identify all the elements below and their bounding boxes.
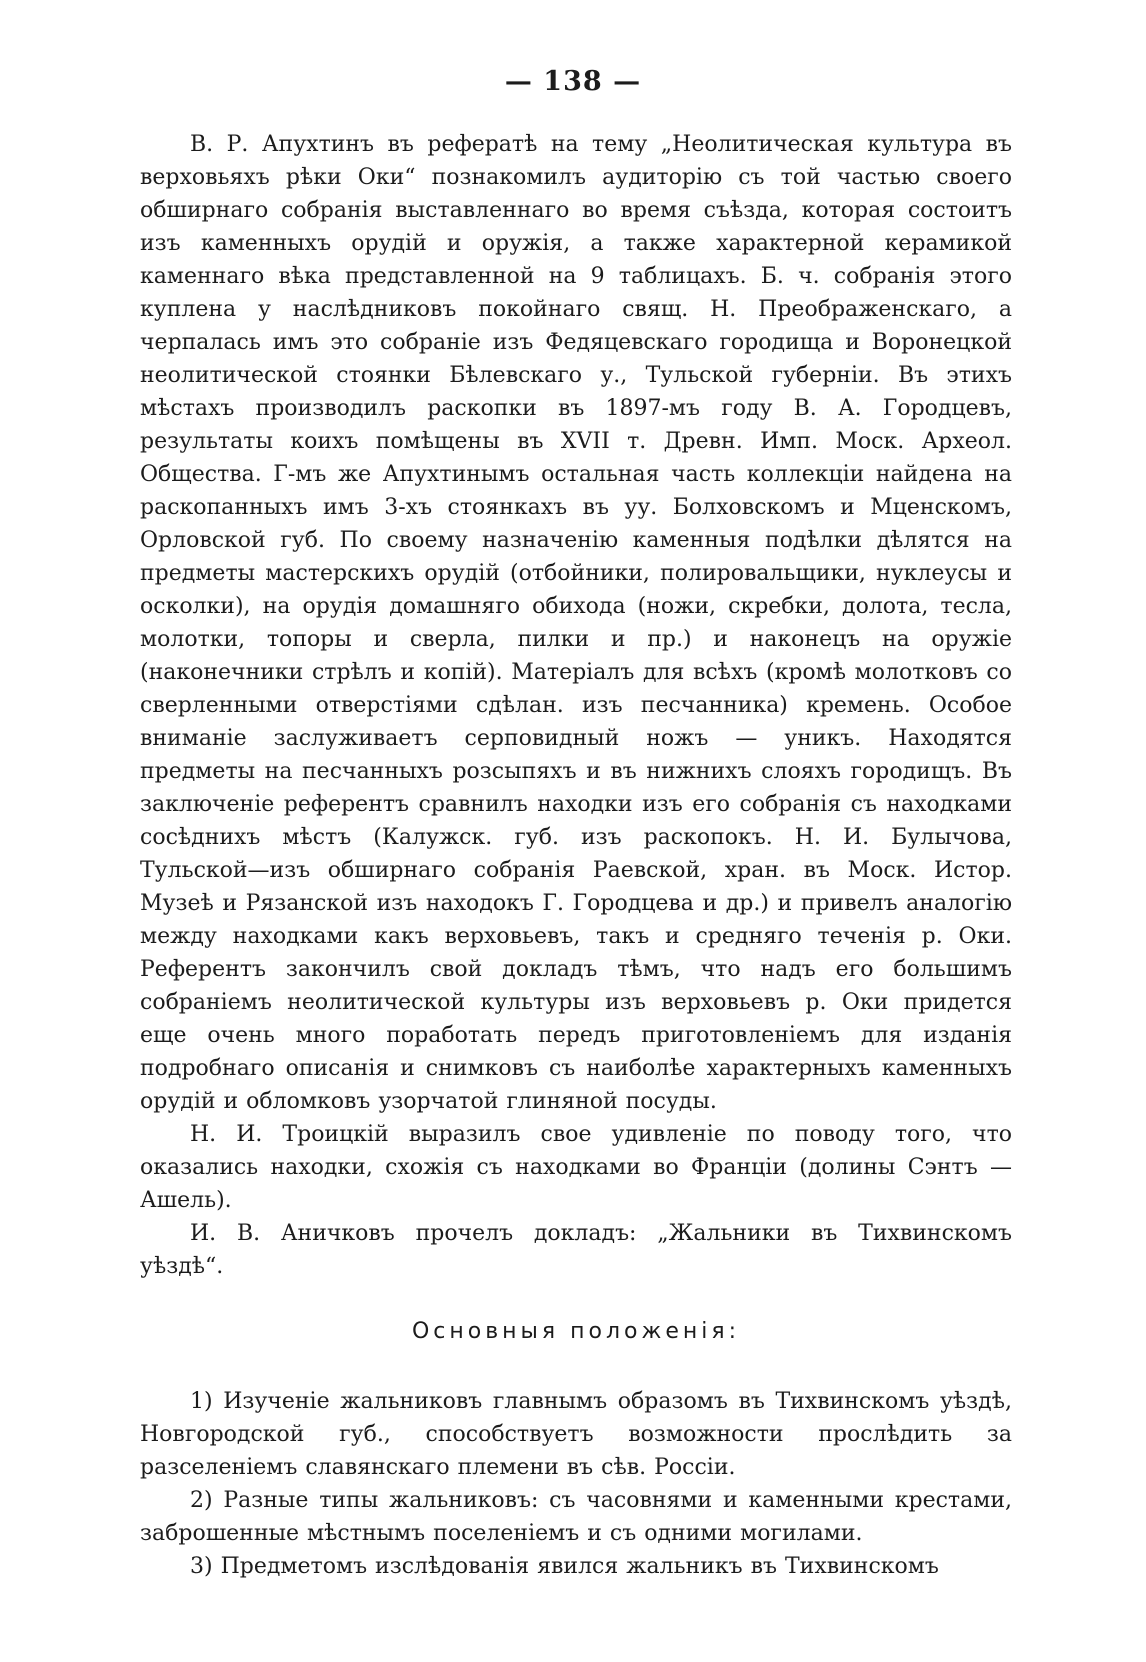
section-heading: Основныя положенія: bbox=[411, 1319, 741, 1344]
paragraph-troitsky-remark: Н. И. Троицкій выразилъ свое удивленіе по поводу того, что оказались находки, схожія съ находками во Франціи (долины Сэнтъ —Ашель). bbox=[140, 1122, 1012, 1213]
list-item: 2) Разные типы жальниковъ: съ часовнями и каменными крестами, заброшенные мѣстнымъ поселеніемъ и съ одними могилами. bbox=[140, 1488, 1012, 1546]
paragraph-anichkov-report: И. В. Аничковъ прочелъ докладъ: „Жальники въ Тихвинскомъ уѣздѣ“. bbox=[140, 1221, 1012, 1279]
paragraph-apukhtin-report: В. Р. Апухтинъ въ рефератѣ на тему „Неолитическая культура въ верховьяхъ рѣки Оки“ познакомилъ аудиторію съ той частью своего обширнаго собранія выставленнаго во время съѣзда, которая состоитъ изъ каменныхъ орудій и оружія, а также характерной керамикой каменнаго вѣка представленной на 9 таблицахъ. Б. ч. собранія этого куплена у наслѣдниковъ покойнаго свящ. Н. Преображенскаго, а черпалась имъ это собраніе изъ Федяцевскаго городища и Воронецкой неолитической стоянки Бѣлевскаго у., Тульской губерніи. Въ этихъ мѣстахъ производилъ раскопки въ 1897-мъ году В. А. Городцевъ, результаты коихъ помѣщены въ XVII т. Древн. Имп. Моск. Археол. Общества. Г-мъ же Апухтинымъ остальная часть коллекціи найдена на раскопанныхъ имъ 3-хъ стоянкахъ въ уу. Болховскомъ и Мценскомъ, Орловской губ. По своему назначенію каменныя подѣлки дѣлятся на предметы мастерскихъ орудій (отбойники, полировальщики, нуклеусы и осколки), на орудія домашняго обихода (ножи, скребки, долота, тесла, молотки, топоры и сверла, пилки и пр.) и наконецъ на оружіе (наконечники стрѣлъ и копій). Матеріалъ для всѣхъ (кромѣ молотковъ со сверленными отверстіями сдѣлан. изъ песчанника) кремень. Особое вниманіе заслуживаетъ серповидный ножъ — уникъ. Находятся предметы на песчанныхъ розсыпяхъ и въ нижнихъ слояхъ городищъ. Въ заключеніе референтъ сравнилъ находки изъ его собранія съ находками сосѣднихъ мѣстъ (Калужск. губ. изъ раскопокъ. Н. И. Булычова, Тульской—изъ обширнаго собранія Раевской, хран. въ Моск. Истор. Музеѣ и Рязанской изъ находокъ Г. Городцева и др.) и привелъ аналогію между находками какъ верховьевъ, такъ и средняго теченія р. Оки. Референтъ закончилъ свой докладъ тѣмъ, что надъ его большимъ собраніемъ неолитической культуры изъ верховьевъ р. Оки придется еще очень много поработать передъ приготовленіемъ для изданія подробнаго описанія и снимковъ съ наиболѣе характерныхъ каменныхъ орудій и обломковъ узорчатой глиняной посуды. bbox=[140, 132, 1012, 1114]
list-item: 3) Предметомъ изслѣдованія явился жальникъ въ Тихвинскомъ bbox=[190, 1554, 939, 1579]
list-item: 1) Изученіе жальниковъ главнымъ образомъ въ Тихвинскомъ уѣздѣ, Новгородской губ., способствуетъ возможности прослѣдить за разселеніемъ славянскаго племени въ сѣв. Россіи. bbox=[140, 1389, 1012, 1480]
page-number: — 138 — bbox=[504, 66, 642, 97]
body-text bbox=[140, 128, 1012, 1583]
